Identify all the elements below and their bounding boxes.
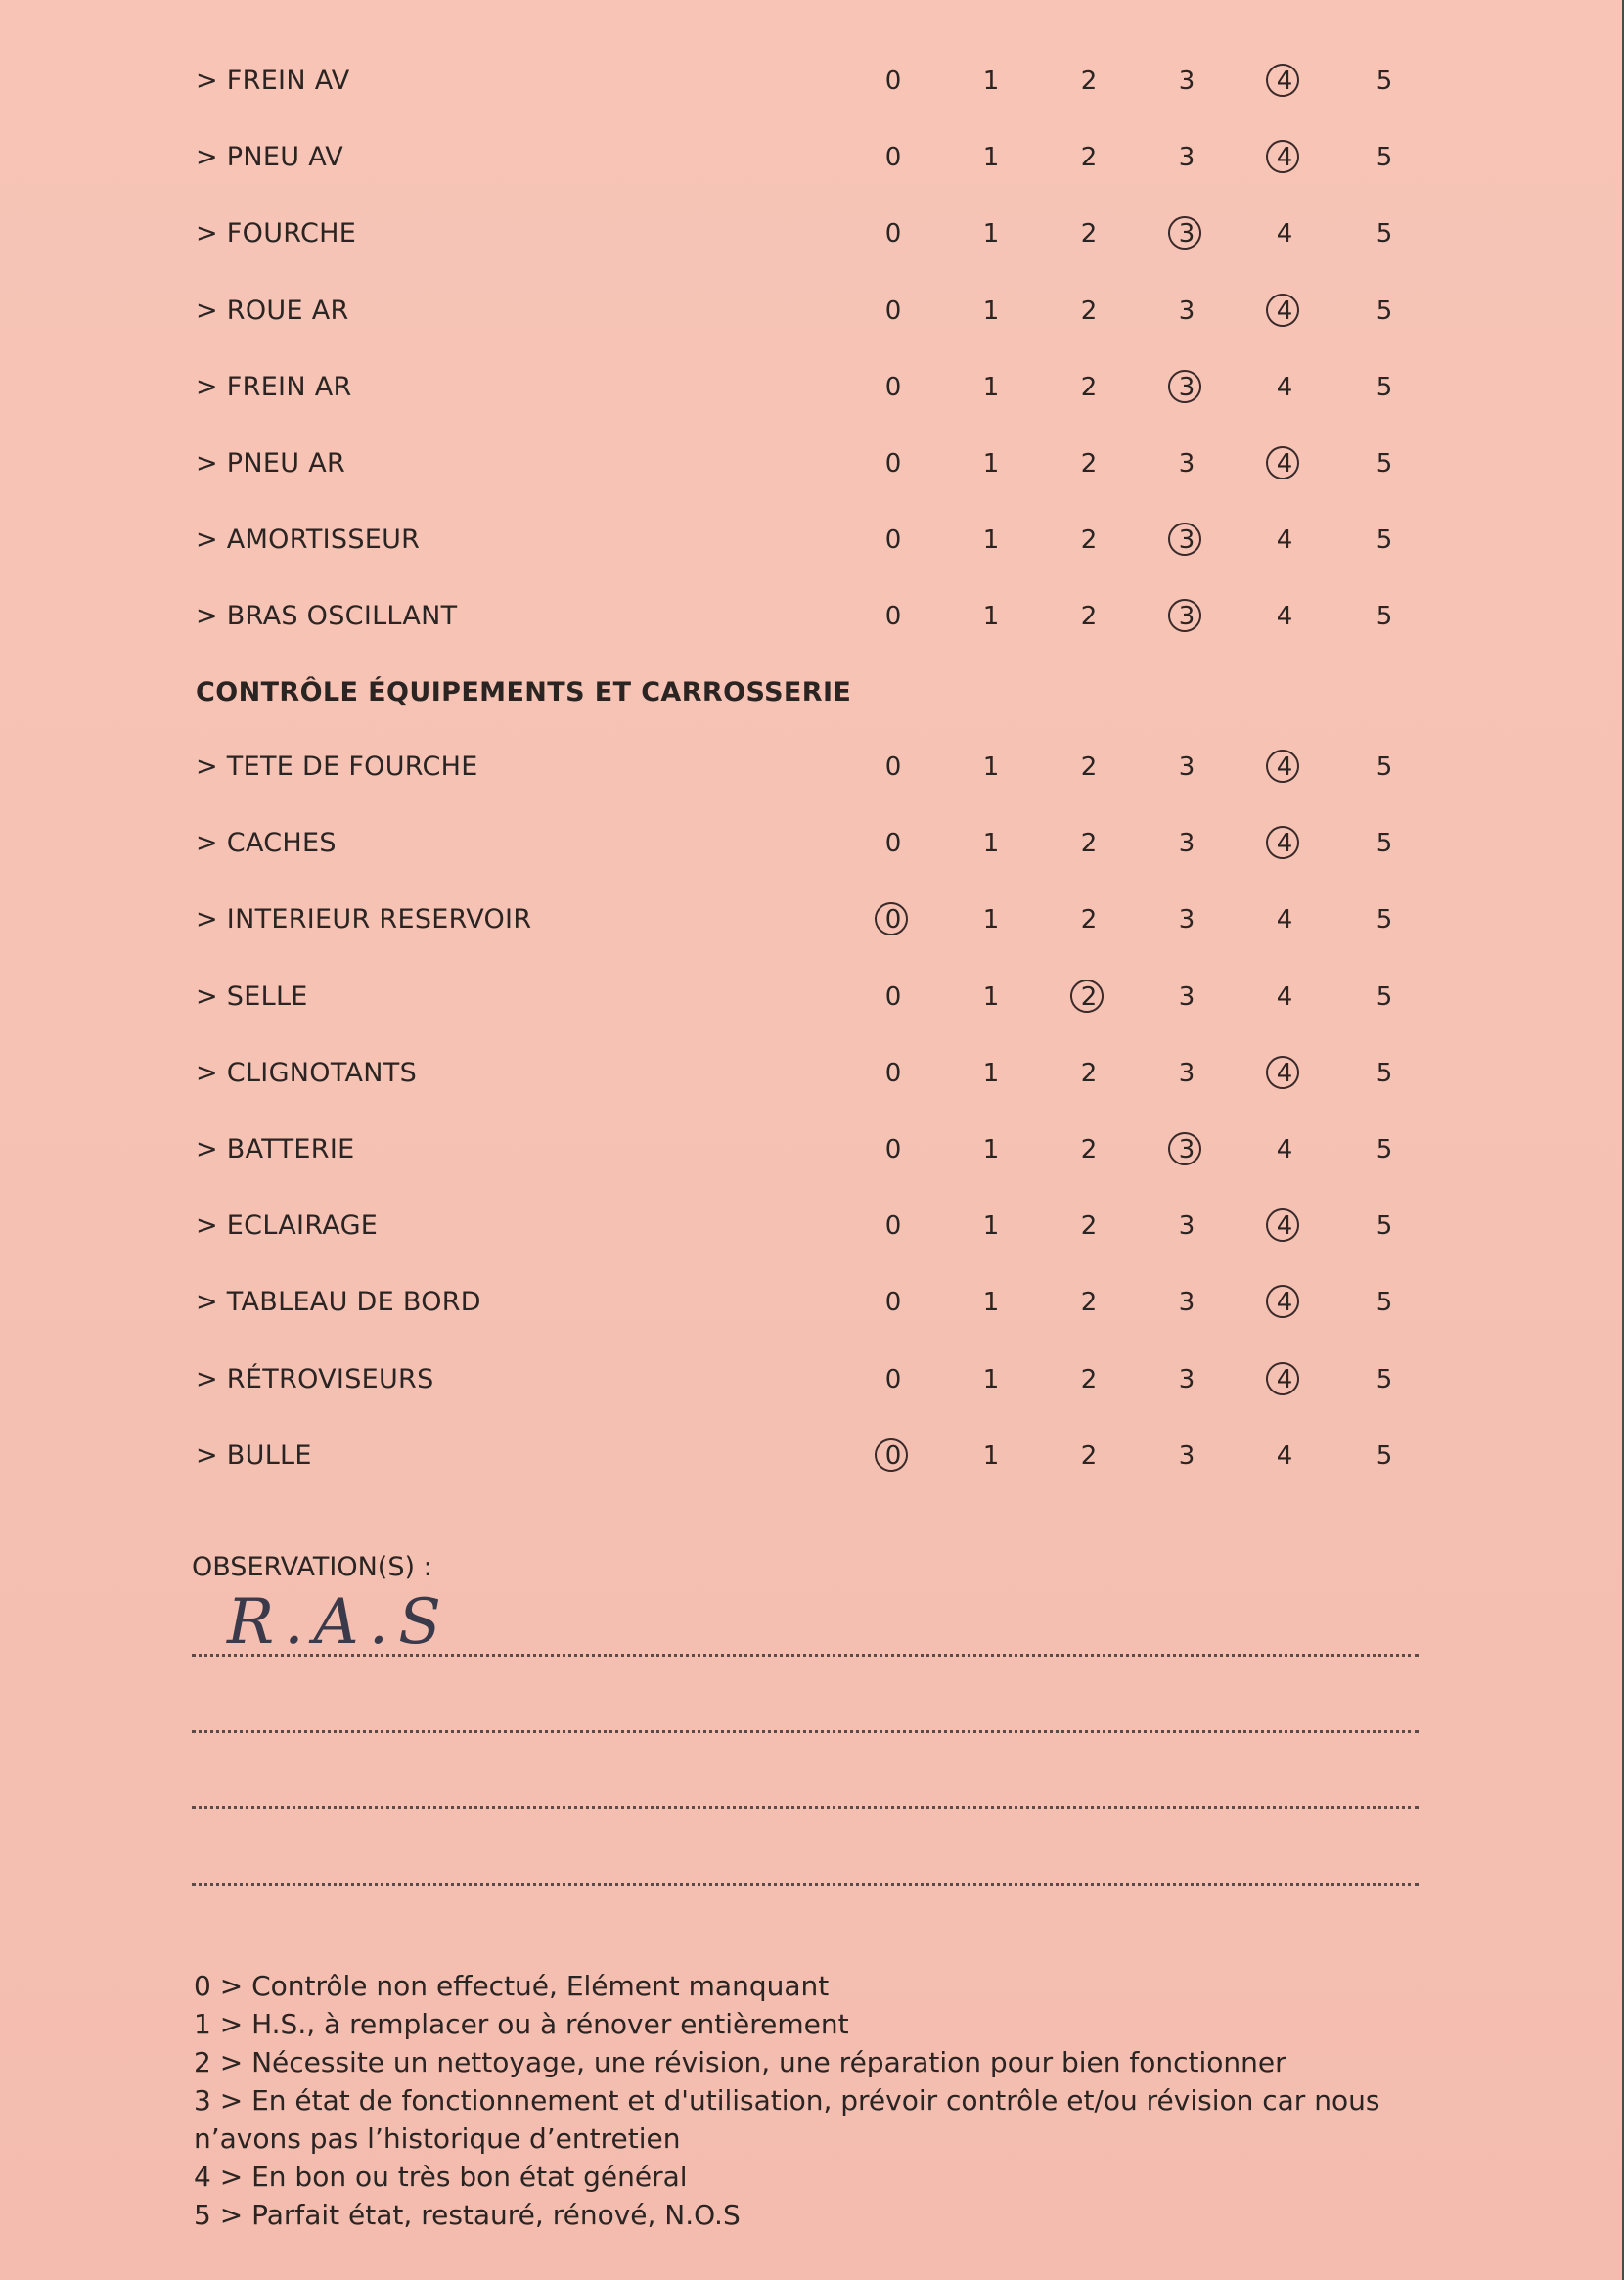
checklist-item-label: > FOURCHE [196, 218, 357, 249]
checklist-item-label: > CLIGNOTANTS [196, 1058, 418, 1088]
score-option: 1 [982, 1441, 1000, 1471]
checklist-row [0, 587, 1624, 646]
score-option: 5 [1376, 1135, 1393, 1164]
score-option: 3 [1178, 829, 1195, 858]
score-option: 2 [1080, 602, 1098, 631]
score-option: 0 [884, 829, 902, 858]
score-option: 5 [1376, 1059, 1393, 1088]
checklist-item-label: > CACHES [196, 828, 337, 858]
checklist-item-label: > TABLEAU DE BORD [196, 1287, 481, 1317]
score-option-circled: 3 [1162, 205, 1211, 263]
score-option: 4 [1276, 219, 1293, 249]
checklist-row [0, 1044, 1624, 1103]
score-option: 2 [1080, 1211, 1098, 1241]
legend-item-2: 2 > Nécessite un nettoyage, une révision, une réparation pour bien fonctionner [194, 2046, 1286, 2078]
checklist-item-label: > FREIN AV [196, 66, 350, 96]
score-option: 2 [1080, 905, 1098, 935]
score-option: 4 [1276, 373, 1293, 402]
score-option: 0 [884, 1288, 902, 1317]
score-option: 1 [982, 219, 1000, 249]
score-option-circled: 2 [1064, 968, 1113, 1026]
score-option: 2 [1080, 752, 1098, 782]
checklist-row [0, 1197, 1624, 1255]
score-option: 5 [1376, 373, 1393, 402]
score-option-circled: 0 [869, 1427, 918, 1485]
legend-item-1: 1 > H.S., à remplacer ou à rénover entièrement [194, 2008, 849, 2040]
score-option-circled: 3 [1162, 587, 1211, 646]
score-option-circled: 3 [1162, 358, 1211, 417]
score-option: 5 [1376, 602, 1393, 631]
score-option: 3 [1178, 143, 1195, 172]
observations-label: OBSERVATION(S) : [192, 1552, 432, 1582]
score-option: 1 [982, 752, 1000, 782]
score-option: 4 [1276, 602, 1293, 631]
checklist-row [0, 282, 1624, 341]
score-option: 1 [982, 525, 1000, 555]
checklist-row [0, 52, 1624, 111]
score-option: 0 [884, 525, 902, 555]
score-option: 5 [1376, 449, 1393, 479]
score-option: 2 [1080, 525, 1098, 555]
score-option: 5 [1376, 982, 1393, 1012]
score-option-circled: 3 [1162, 1120, 1211, 1179]
checklist-row [0, 128, 1624, 187]
checklist-row [0, 358, 1624, 417]
checklist-row [0, 1120, 1624, 1179]
score-option-circled: 4 [1260, 814, 1309, 873]
score-option: 3 [1178, 296, 1195, 326]
checklist-item-label: > BRAS OSCILLANT [196, 601, 458, 631]
section-title-equipements: CONTRÔLE ÉQUIPEMENTS ET CARROSSERIE [196, 677, 852, 707]
checklist-row [0, 434, 1624, 493]
score-option: 3 [1178, 905, 1195, 935]
checklist-item-label: > SELLE [196, 981, 308, 1012]
score-option: 5 [1376, 67, 1393, 96]
legend-item-0: 0 > Contrôle non effectué, Elément manquant [194, 1970, 830, 2002]
score-option: 2 [1080, 1441, 1098, 1471]
score-option: 1 [982, 67, 1000, 96]
score-option: 2 [1080, 67, 1098, 96]
score-option: 4 [1276, 525, 1293, 555]
score-option: 2 [1080, 449, 1098, 479]
observations-handwritten-text: R.A.S [227, 1586, 451, 1659]
score-option: 0 [884, 67, 902, 96]
legend-item-4: 4 > En bon ou très bon état général [194, 2161, 688, 2193]
checklist-row [0, 205, 1624, 263]
score-option: 4 [1276, 982, 1293, 1012]
score-option: 3 [1178, 982, 1195, 1012]
score-option: 5 [1376, 1288, 1393, 1317]
score-option: 2 [1080, 1135, 1098, 1164]
score-option: 5 [1376, 219, 1393, 249]
score-option-circled: 4 [1260, 1350, 1309, 1409]
score-option: 5 [1376, 525, 1393, 555]
score-option: 2 [1080, 829, 1098, 858]
score-option: 4 [1276, 905, 1293, 935]
observation-dotted-line [192, 1654, 1419, 1657]
score-option: 1 [982, 1288, 1000, 1317]
score-option: 2 [1080, 296, 1098, 326]
score-option: 3 [1178, 1365, 1195, 1394]
score-option: 4 [1276, 1135, 1293, 1164]
score-option: 0 [884, 602, 902, 631]
score-option: 2 [1080, 143, 1098, 172]
observation-dotted-line [192, 1730, 1419, 1733]
score-option: 5 [1376, 143, 1393, 172]
checklist-item-label: > PNEU AR [196, 448, 346, 479]
score-option: 0 [884, 752, 902, 782]
checklist-item-label: > PNEU AV [196, 142, 344, 172]
score-option: 3 [1178, 752, 1195, 782]
score-option: 0 [884, 373, 902, 402]
score-option-circled: 4 [1260, 738, 1309, 797]
score-option: 3 [1178, 1059, 1195, 1088]
score-option: 3 [1178, 1441, 1195, 1471]
checklist-row [0, 814, 1624, 873]
checklist-row [0, 738, 1624, 797]
score-option: 1 [982, 829, 1000, 858]
score-option: 0 [884, 1059, 902, 1088]
checklist-item-label: > RÉTROVISEURS [196, 1364, 434, 1394]
legend-item-5: 5 > Parfait état, restauré, rénové, N.O.S [194, 2199, 741, 2231]
score-option: 1 [982, 1365, 1000, 1394]
score-option: 1 [982, 296, 1000, 326]
checklist-item-label: > ECLAIRAGE [196, 1210, 379, 1241]
checklist-row [0, 511, 1624, 570]
score-option-circled: 4 [1260, 128, 1309, 187]
score-option: 0 [884, 982, 902, 1012]
score-option: 3 [1178, 449, 1195, 479]
score-option: 1 [982, 1135, 1000, 1164]
observation-dotted-line [192, 1883, 1419, 1886]
score-option: 5 [1376, 752, 1393, 782]
score-option: 0 [884, 219, 902, 249]
score-option: 2 [1080, 1365, 1098, 1394]
score-option: 5 [1376, 296, 1393, 326]
score-option: 4 [1276, 1441, 1293, 1471]
score-option: 5 [1376, 905, 1393, 935]
score-option: 0 [884, 1135, 902, 1164]
score-option: 0 [884, 143, 902, 172]
score-option-circled: 4 [1260, 434, 1309, 493]
checklist-item-label: > FREIN AR [196, 372, 352, 402]
score-option-circled: 4 [1260, 1273, 1309, 1332]
score-option: 1 [982, 373, 1000, 402]
score-option: 0 [884, 1365, 902, 1394]
score-option: 1 [982, 449, 1000, 479]
score-option: 5 [1376, 829, 1393, 858]
checklist-item-label: > INTERIEUR RESERVOIR [196, 904, 532, 935]
score-option-circled: 4 [1260, 1197, 1309, 1255]
checklist-row [0, 1273, 1624, 1332]
score-option: 0 [884, 1211, 902, 1241]
checklist-row [0, 890, 1624, 949]
checklist-row [0, 1350, 1624, 1409]
score-option-circled: 4 [1260, 52, 1309, 111]
score-option: 5 [1376, 1365, 1393, 1394]
score-option: 1 [982, 143, 1000, 172]
legend-item-3: 3 > En état de fonctionnement et d'utilisation, prévoir contrôle et/ou révision car nous n’avons pas l’historique d’entretien [194, 2084, 1380, 2155]
score-option-circled: 3 [1162, 511, 1211, 570]
score-option-circled: 0 [869, 890, 918, 949]
score-option: 1 [982, 982, 1000, 1012]
score-option: 3 [1178, 67, 1195, 96]
score-option: 3 [1178, 1211, 1195, 1241]
score-option: 3 [1178, 1288, 1195, 1317]
score-option: 2 [1080, 219, 1098, 249]
checklist-item-label: > BULLE [196, 1440, 312, 1471]
score-option: 1 [982, 602, 1000, 631]
score-option: 2 [1080, 1288, 1098, 1317]
score-option: 2 [1080, 1059, 1098, 1088]
observation-dotted-line [192, 1806, 1419, 1809]
score-option-circled: 4 [1260, 1044, 1309, 1103]
checklist-item-label: > AMORTISSEUR [196, 524, 421, 555]
scoring-legend [194, 1967, 1426, 2234]
score-option: 0 [884, 449, 902, 479]
checklist-row [0, 1427, 1624, 1485]
score-option: 1 [982, 905, 1000, 935]
score-option: 1 [982, 1211, 1000, 1241]
checklist-item-label: > TETE DE FOURCHE [196, 752, 478, 782]
score-option-circled: 4 [1260, 282, 1309, 341]
checklist-row [0, 968, 1624, 1026]
checklist-item-label: > ROUE AR [196, 296, 349, 326]
score-option: 1 [982, 1059, 1000, 1088]
score-option: 5 [1376, 1441, 1393, 1471]
score-option: 2 [1080, 373, 1098, 402]
checklist-item-label: > BATTERIE [196, 1134, 355, 1164]
score-option: 5 [1376, 1211, 1393, 1241]
score-option: 0 [884, 296, 902, 326]
